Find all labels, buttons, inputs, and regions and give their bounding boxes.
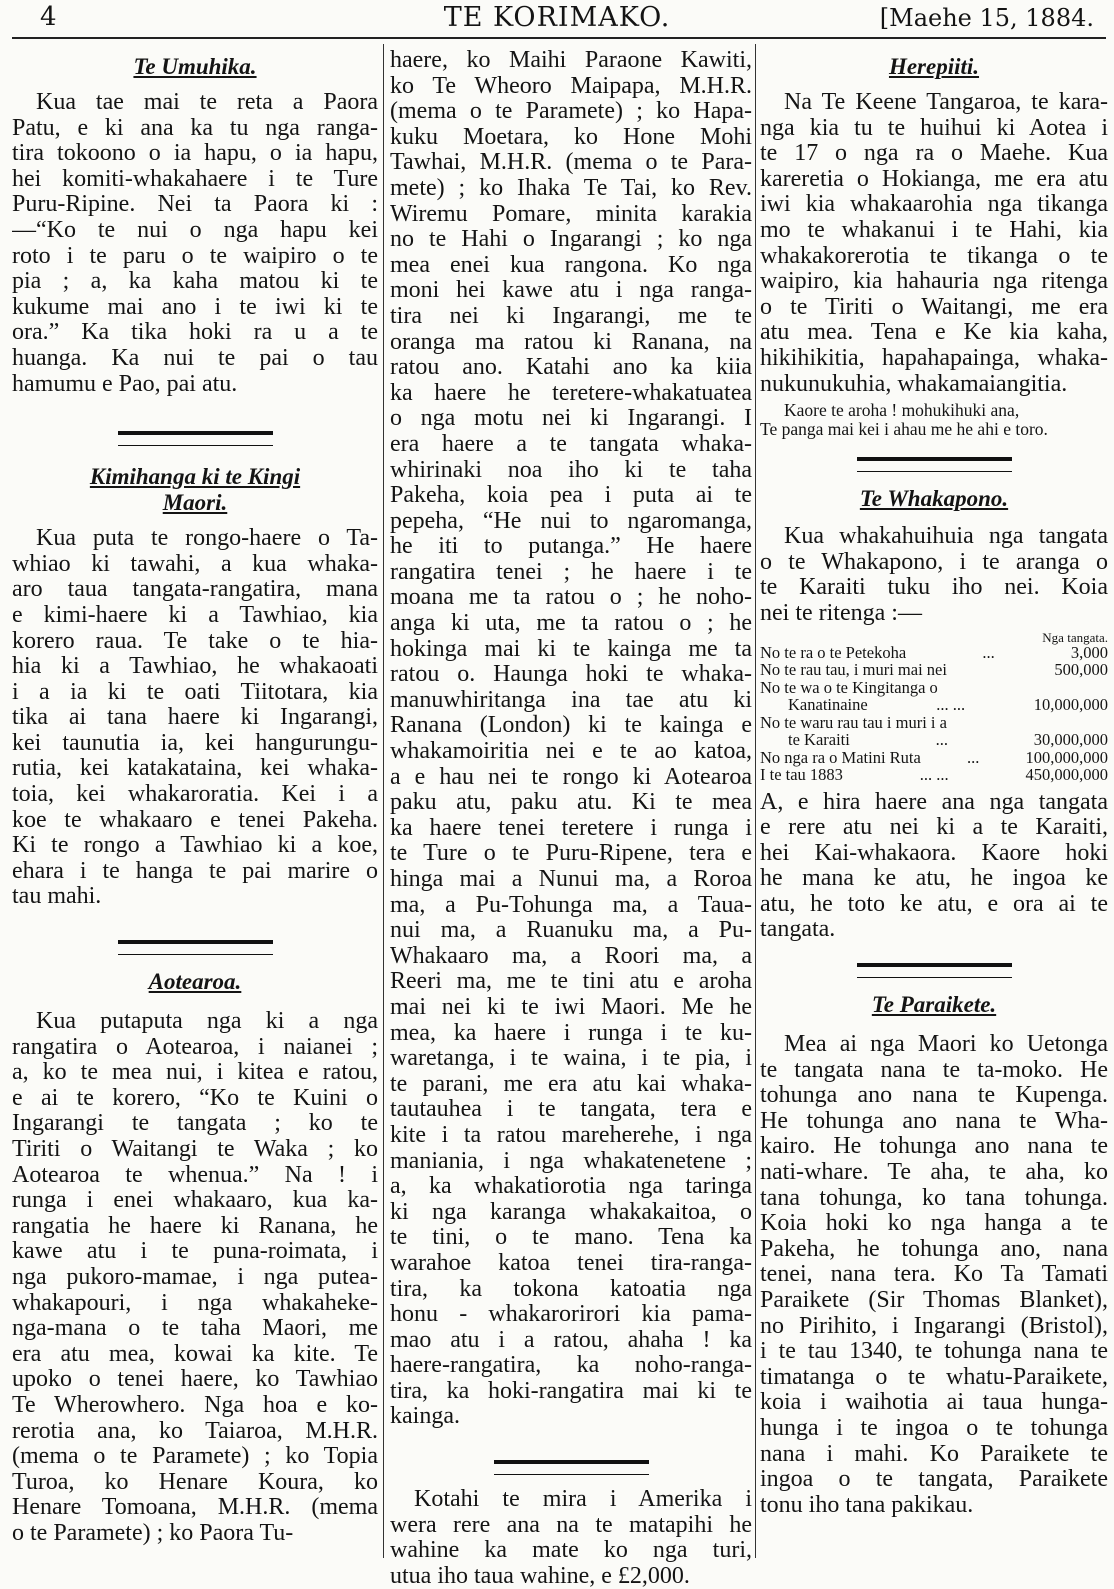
text-line: e kimi-haere ki a Tawhiao, kia — [12, 602, 378, 628]
text-line: te tini, o te mano. Tena ka — [390, 1225, 752, 1251]
text-line: (mema o te Paramete) ; ko Topia — [12, 1444, 378, 1470]
text-line: Kua putaputa nga ki a nga — [36, 1009, 378, 1035]
text-line: Kua puta te rongo-haere o Ta- — [36, 526, 378, 552]
masthead — [0, 0, 1114, 40]
statistics-leader: ... ... — [936, 695, 966, 714]
text-line: Kotahi te mira i Amerika i — [414, 1487, 752, 1513]
text-line: Wiremu Pomare, minita karakia — [390, 201, 752, 227]
text-line: mete) ; ko Ihaka Te Tai, ko Rev. — [390, 175, 752, 201]
text-line: ehara i te hanga te pai marire o — [12, 858, 378, 884]
text-line: era atu mea, kowai ka kite. Te — [12, 1341, 378, 1367]
text-line: Aotearoa te whenua.” Na ! i — [12, 1162, 378, 1188]
text-line: Patu, e ki ana ka tu nga ranga- — [12, 115, 378, 141]
text-line: Kua whakahuihuia nga tangata — [784, 524, 1108, 550]
statistics-leader — [938, 679, 1108, 697]
text-line: Puru-Ripine. Nei ta Paora ki : — [12, 192, 378, 218]
text-line: Te Wherowhero. Nga hoa e ko- — [12, 1392, 378, 1418]
article-paraikete — [760, 1032, 1108, 1518]
article-mira-note — [390, 1487, 752, 1589]
text-line: waretanga, i te waina, i te pia, i — [390, 1046, 752, 1072]
text-line: nga pukoro-mamae, i nga putea- — [12, 1264, 378, 1290]
verse-line: Te panga mai kei i ahau me he ahi e toro. — [760, 420, 1048, 440]
text-line: Pakeha, he tohunga ano, nana — [760, 1236, 1108, 1262]
text-line: koia i waihotia ai taua hunga- — [760, 1390, 1108, 1416]
text-line: koe te whakaaro e tenei Pakeha. — [12, 807, 378, 833]
text-line: aro taua tangata-rangatira, mana — [12, 577, 378, 603]
article-kimihanga — [12, 526, 378, 910]
text-line: mo te whakanui i te Hahi, kia — [760, 217, 1108, 243]
text-line: ora.” Ka tika hoki ra u a te — [12, 320, 378, 346]
text-line: te Ture o te Puru-Ripene, tera e — [390, 841, 752, 867]
text-line: e ai te korero, “Ko te Kuini o — [12, 1085, 378, 1111]
text-line: kareretia o Hokianga, me era atu — [760, 166, 1108, 192]
text-line: tira nei ki Ingarangi, me te — [390, 303, 752, 329]
text-line: ma, a Pu-Tohunga ma, a Taua- — [390, 892, 752, 918]
article-aotearoa — [12, 1009, 378, 1546]
text-line: hokinga mai ki te kainga me ta — [390, 636, 752, 662]
text-line: roto i te paru o te waipiro o te — [12, 243, 378, 269]
text-line: Ranana (London) ki te kainga e — [390, 713, 752, 739]
text-line: pepeha, “He nui to ngaromanga, — [390, 508, 752, 534]
text-line: whakakorerotia te tikanga o te — [760, 243, 1108, 269]
article-heading: Te Umuhika. — [133, 54, 257, 79]
text-line: ka haere he teretere-whakatuatea — [390, 380, 752, 406]
text-line: te parani, me era atu kai whaka- — [390, 1071, 752, 1097]
text-line: hei Kai-whakaora. Kaore hoki — [760, 840, 1108, 866]
text-line: Ingarangi te tangata ; ko te — [12, 1111, 378, 1137]
text-line: hinga mai a Nunui ma, a Roroa — [390, 867, 752, 892]
text-line: nui ma, a Ruanuku ma, a Pu- — [390, 918, 752, 944]
newspaper-title: TE KORIMAKO. — [443, 2, 671, 33]
text-line: whirinaki noa iho ki te taha — [390, 457, 752, 483]
text-line: tira tokoono o ia hapu, o ia hapu, — [12, 141, 378, 167]
text-line: o te Paramete) ; ko Paora Tu- — [12, 1520, 294, 1546]
text-line: o te Tiriti o Waitangi, me era — [760, 294, 1108, 320]
text-line: ko Te Wheoro Maipapa, M.H.R. — [390, 73, 752, 99]
statistics-label: Kanatinaine — [788, 695, 868, 714]
text-line: Na Te Keene Tangaroa, te kara- — [784, 90, 1108, 115]
text-line: kuku Moetara, ko Hone Mohi — [390, 124, 752, 150]
statistics-value: 3,000 — [1070, 642, 1108, 662]
text-line: manuwhiritanga ina tae atu ki — [390, 687, 752, 713]
text-line: tonu iho tana pakikau. — [760, 1492, 974, 1518]
text-line: kite i ta ratou mareherehe, i nga — [390, 1122, 752, 1148]
text-line: —“Ko te nui o nga hapu kei — [12, 217, 378, 243]
article-aotearoa-continued — [390, 48, 752, 1430]
statistics-value: 500,000 — [1054, 660, 1108, 679]
article-heading: Maori. — [162, 490, 228, 516]
text-line: runga i enei whakaaro, kua ka- — [12, 1188, 378, 1214]
statistics-row — [760, 644, 1108, 662]
section-separator — [494, 1460, 649, 1475]
text-line: ratou ano. Katahi ano ka kiia — [390, 355, 752, 381]
statistics-label: No nga ra o Matini Ruta — [760, 747, 921, 767]
statistics-row — [760, 749, 1108, 767]
text-line: rangatira tenei ; he haere i te — [390, 559, 752, 585]
column-divider — [755, 44, 756, 1558]
text-line: upoko o tenei haere, ko Tawhiao — [12, 1367, 378, 1393]
text-line: Mea ai nga Maori ko Uetonga — [784, 1032, 1108, 1058]
text-line: moana me ta ratou o ; he noho- — [390, 585, 752, 611]
text-line: a, ka whakatiorotia nga taringa — [390, 1174, 752, 1200]
article-heading: Te Paraikete. — [871, 992, 997, 1018]
text-line: tenei, nana tera. Ko Ta Tamati — [760, 1262, 1108, 1288]
statistics-row — [760, 661, 1108, 679]
text-line: waipiro, kia hahauria nga ritenga — [760, 269, 1108, 295]
statistics-leader — [947, 714, 1108, 732]
text-line: haere-rangatira, ka noho-ranga- — [390, 1353, 752, 1379]
text-line: korero raua. Te take o te hia- — [12, 628, 378, 654]
text-line: He tohunga ano nana te Wha- — [760, 1108, 1108, 1134]
text-line: ingoa o te tangata, Paraikete — [760, 1467, 1108, 1493]
text-line: whakapouri, i nga whakaheke- — [12, 1290, 378, 1316]
text-line: mea, ka haere i runga i te ku- — [390, 1020, 752, 1046]
text-line: warahoe katoa tenei tira-ranga- — [390, 1250, 752, 1276]
statistics-label: No te wa o te Kingitanga o — [760, 677, 938, 697]
article-whakapono — [760, 524, 1108, 626]
statistics-column-header: Nga tangata. — [1042, 629, 1108, 645]
text-line: no te Hahi o Ingarangi ; ko nga — [390, 227, 752, 253]
text-line: Koia hoki ko nga hanga a te — [760, 1211, 1108, 1237]
text-line: huanga. Ka nui te pai o tau — [12, 345, 378, 371]
section-separator — [118, 431, 273, 446]
text-line: ka haere tenei teretere i runga i — [390, 815, 752, 841]
section-separator — [857, 963, 1012, 978]
text-line: i a ia ki te oati Tiitotara, kia — [12, 679, 378, 705]
issue-date: [Maehe 15, 1884. — [879, 4, 1094, 32]
text-line: nukunukuhia, whakamaiangitia. — [760, 371, 1068, 397]
text-line: he iti to putanga.” He haere — [390, 534, 752, 560]
verse-line: Kaore te aroha ! mohukihuki ana, — [784, 401, 1020, 421]
text-line: no Pirihito, i Ingarangi (Bristol), — [760, 1313, 1108, 1339]
statistics-row — [760, 731, 1108, 749]
article-heading: Aotearoa. — [148, 969, 242, 995]
text-line: kei taunutia ia, kei hangurungu- — [12, 730, 378, 756]
text-line: paku atu, paku atu. Ki te mea — [390, 790, 752, 816]
statistics-label: No te rau tau, i muri mai nei — [760, 660, 947, 679]
text-line: Tawhai, M.H.R. (mema o te Para- — [390, 150, 752, 176]
text-line: wahine ka mate ko nga turi, — [390, 1538, 752, 1564]
statistics-table — [760, 644, 1108, 784]
text-line: tira, ka tokona katoatia nga — [390, 1276, 752, 1302]
statistics-label: I te tau 1883 — [760, 765, 843, 784]
statistics-leader: ... — [966, 747, 980, 767]
text-line: ratou o. Haunga hoki te whaka- — [390, 662, 752, 688]
statistics-label: No te waru rau tau i muri i a — [760, 712, 947, 732]
text-line: tana tohunga, ko tana tohunga. — [760, 1185, 1108, 1211]
text-line: Reeri ma, me te tini atu e aroha — [390, 969, 752, 995]
text-line: i te tau 1340, te tohunga nana te — [760, 1339, 1108, 1365]
statistics-row — [760, 679, 1108, 697]
text-line: Whakaaro ma, a Roori ma, a — [390, 943, 752, 969]
text-line: te 17 o nga ra o Maehe. Kua — [760, 141, 1108, 167]
text-line: oranga ma ratou ki Ranana, na — [390, 329, 752, 355]
statistics-leader: ... — [982, 642, 995, 662]
text-line: moni hei kawe atu i nga ranga- — [390, 278, 752, 304]
text-line: wera rere ana na te matapihi he — [390, 1512, 752, 1538]
text-line: kairo. He tohunga ano nana te — [760, 1134, 1108, 1160]
text-line: ki nga karanga whakakaitoa, o — [390, 1199, 752, 1225]
text-line: tika ai tana haere ki Ingarangi, — [12, 705, 378, 731]
text-line: nga-mana o te taha Maori, me — [12, 1316, 378, 1342]
statistics-label: te Karaiti — [788, 730, 850, 749]
text-line: rangatira o Aotearoa, i naianei ; — [12, 1034, 378, 1060]
text-line: nga kia tu te huihui ki Aotea i — [760, 115, 1108, 141]
article-heading: Herepiiti. — [888, 54, 980, 79]
statistics-row — [760, 696, 1108, 714]
statistics-label: No te ra o te Petekoha — [760, 642, 907, 662]
text-line: rangatia he haere ki Ranana, he — [12, 1213, 378, 1239]
statistics-leader: ... — [935, 730, 948, 749]
text-line: kukume mai ano i te iwi ki te — [12, 294, 378, 320]
text-line: anga ki uta, me ta ratou o ; he — [390, 611, 752, 637]
text-line: nati-whare. Te aha, te aha, ko — [760, 1160, 1108, 1186]
text-line: te Karaiti tuku iho nei. Koia — [760, 575, 1108, 601]
text-line: o te Whakapono, i te aranga o — [760, 549, 1108, 575]
article-umuhika — [12, 90, 378, 397]
masthead-rule — [12, 37, 1106, 39]
text-line: mao atu i a ratou, ahaha ! ka — [390, 1327, 752, 1353]
text-line: o nga motu nei ki Ingarangi. I — [390, 406, 752, 432]
article-herepiiti — [760, 90, 1108, 397]
text-line: era haere a te tangata whaka- — [390, 431, 752, 457]
text-line: e rere atu nei ki a te Karaiti, — [760, 815, 1108, 841]
text-line: nana i mahi. Ko Paraikete te — [760, 1441, 1108, 1467]
text-line: whakamoiritia nei e te ao katoa, — [390, 739, 752, 765]
article-whakapono-after — [760, 790, 1108, 944]
statistics-row — [760, 766, 1108, 784]
text-line: he mana ke atu, he ingoa ke — [760, 866, 1108, 892]
text-line: rutia, kei katakataina, kei whaka- — [12, 756, 378, 782]
text-line: mai nei ki te iwi Maori. Me he — [390, 994, 752, 1020]
statistics-row — [760, 714, 1108, 732]
text-line: utua iho taua wahine, e £2,000. — [390, 1563, 690, 1589]
text-line: (mema o te Paramete) ; ko Hapa- — [390, 99, 752, 125]
text-line: a, ko te mea nui, i kitea e ratou, — [12, 1060, 378, 1086]
text-line: timatanga o te whatu-Paraikete, — [760, 1364, 1108, 1390]
article-heading: Kimihanga ki te Kingi — [89, 464, 301, 490]
text-line: Kua tae mai te reta a Paora — [36, 90, 378, 115]
text-line: Ki te rongo a Tawhiao ki a koe, — [12, 833, 378, 859]
text-line: haere, ko Maihi Paraone Kawiti, — [390, 48, 752, 73]
text-line: tira, ka hoki-rangatira mai ki te — [390, 1378, 752, 1404]
text-line: hamumu e Pao, pai atu. — [12, 371, 238, 397]
text-line: te tangata nana te ta-moko. He — [760, 1057, 1108, 1083]
section-separator — [118, 940, 273, 955]
statistics-value: 10,000,000 — [1033, 695, 1108, 714]
text-line: maniania, i nga whakatenetene ; — [390, 1148, 752, 1174]
page-number: 4 — [40, 2, 57, 32]
column-1 — [12, 44, 378, 1547]
text-line: honu - whakarorirori kia pama- — [390, 1302, 752, 1328]
text-line: toia, kei whakaroratia. Kei i a — [12, 782, 378, 808]
text-line: Paraikete (Sir Thomas Blanket), — [760, 1288, 1108, 1313]
text-line: hunga i te ingoa o te tohunga — [760, 1415, 1108, 1441]
text-line: iwi kia whakaarohia nga tikanga — [760, 192, 1108, 218]
text-line: A, e hira haere ana nga tangata — [760, 789, 1108, 815]
column-2 — [390, 44, 752, 1589]
column-3 — [760, 44, 1108, 1518]
column-divider — [383, 44, 384, 1558]
text-line: a e hau nei te rongo ki Aotearoa — [390, 764, 752, 790]
text-line: tangata. — [760, 917, 836, 943]
text-line: Tiriti o Waitangi te Waka ; ko — [12, 1137, 378, 1162]
statistics-value: 100,000,000 — [1025, 747, 1108, 767]
section-separator — [857, 457, 1012, 472]
text-line: atu, he toto ke atu, e ora ai te — [760, 891, 1108, 917]
text-line: kainga. — [390, 1404, 460, 1430]
text-line: rerotia ana, ko Taiaroa, M.H.R. — [12, 1418, 378, 1444]
statistics-value: 450,000,000 — [1025, 765, 1108, 784]
text-line: tau mahi. — [12, 884, 102, 910]
text-line: atu mea. Tena e Ke kia kaha, — [760, 320, 1108, 346]
text-line: mea enei kua rangona. Ko nga — [390, 252, 752, 278]
text-line: tautauhea i te tangata, tera e — [390, 1097, 752, 1123]
text-line: nei te ritenga :— — [760, 600, 922, 626]
text-line: Henare Tomoana, M.H.R. (mema — [12, 1495, 378, 1521]
text-line: Turoa, ko Henare Koura, ko — [12, 1469, 378, 1495]
text-line: whiao ki tawahi, a kua whaka- — [12, 551, 378, 577]
text-line: Pakeha, koia pea i puta ai te — [390, 483, 752, 509]
article-heading: Te Whakapono. — [859, 486, 1009, 512]
text-line: hia ki a Tawhiao, he whakaoati — [12, 654, 378, 680]
statistics-leader: ... ... — [919, 765, 949, 784]
statistics-leader — [947, 661, 1054, 679]
text-line: kawe atu i te puna-roimata, i — [12, 1239, 378, 1265]
text-line: hei komiti-whakahaere i te Ture — [12, 166, 378, 192]
statistics-value: 30,000,000 — [1033, 730, 1108, 749]
text-line: tohunga ano nana te Kupenga. — [760, 1083, 1108, 1109]
text-line: pia ; a, ka kaha matou ki te — [12, 269, 378, 295]
text-line: hikihikitia, hapahapainga, whaka- — [760, 345, 1108, 371]
